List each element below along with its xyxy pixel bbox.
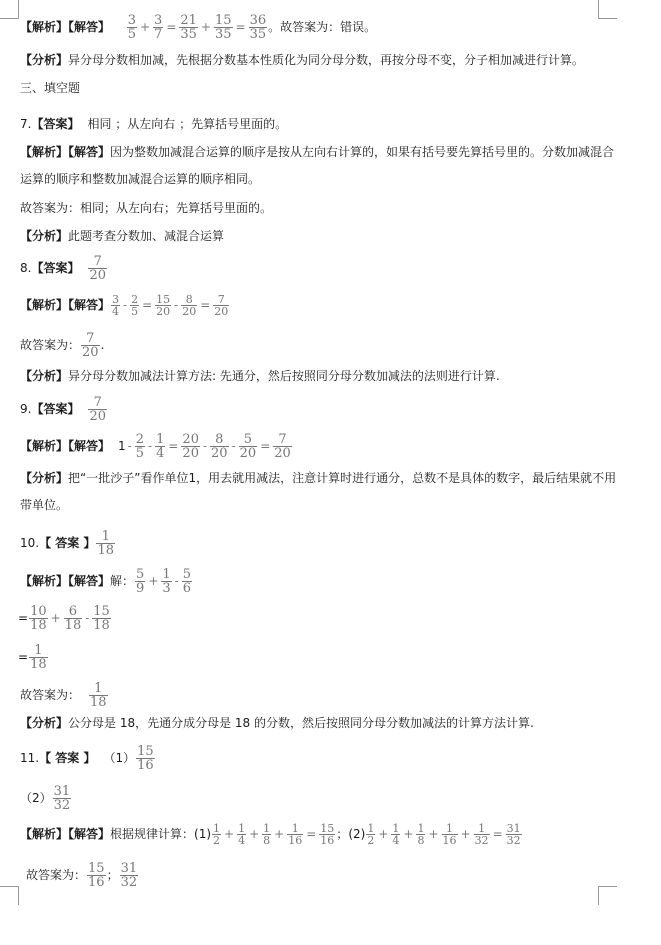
analysis-tag: 【解析】: [20, 827, 69, 841]
math-operator: -: [202, 439, 208, 453]
analysis-text: 此题考查分数加、减混合运算: [68, 229, 225, 243]
part-label: （2）: [20, 791, 52, 805]
fraction: [64, 605, 83, 632]
denominator: 8: [263, 834, 271, 847]
fraction: [155, 433, 165, 460]
q9-analysis: [20, 465, 625, 519]
denominator: 5: [131, 305, 139, 318]
fraction: [29, 644, 48, 671]
q10-step1: [18, 605, 112, 632]
fraction: [181, 294, 197, 317]
q8-solution-line: [20, 294, 230, 317]
math-operator: +: [274, 827, 285, 841]
fraction: [214, 14, 233, 41]
numerator: 1: [34, 643, 43, 658]
numerator: 15: [214, 13, 232, 28]
denominator: 32: [53, 798, 71, 813]
fraction: [88, 255, 107, 282]
math-operator: =: [492, 827, 503, 841]
fraction: [319, 823, 335, 846]
numerator: 1: [446, 822, 453, 835]
fraction: [96, 530, 115, 557]
numerator: 1: [213, 822, 221, 835]
conclusion-suffix: .: [100, 338, 105, 352]
numerator: 8: [185, 293, 193, 306]
fraction: [92, 605, 111, 632]
denominator: 20: [182, 446, 199, 461]
math-operator: =: [166, 20, 177, 34]
numerator: 6: [68, 604, 78, 619]
question-number: 11.: [20, 751, 40, 765]
denominator: 18: [90, 695, 107, 710]
numerator: 31: [53, 784, 71, 799]
math-operator: +: [378, 827, 389, 841]
numerator: 15: [137, 744, 154, 759]
denominator: 20: [214, 305, 229, 318]
math-operator: -: [127, 439, 132, 453]
item6-solution-line: [20, 14, 376, 41]
denominator: 35: [180, 27, 197, 42]
math-operator: =: [142, 298, 153, 312]
math-operator: -: [85, 611, 90, 625]
q10-step2: [18, 644, 49, 671]
separator: ；: [106, 868, 119, 882]
question-number: 7.: [20, 117, 32, 131]
analysis-text: 公分母是 18，先通分成分母是 18 的分数，然后按照同分母分数加减法的计算方法计算.: [68, 716, 534, 730]
math-fraction: [178, 13, 199, 42]
page-corner-mark: [0, 886, 19, 905]
math-operator: +: [460, 827, 471, 841]
numerator: 15: [156, 293, 171, 306]
fraction: [81, 332, 100, 359]
numerator: 1: [156, 432, 165, 447]
fenxi-tag: 【分析】: [20, 716, 69, 730]
math-fraction: [95, 529, 116, 558]
fraction: [287, 823, 303, 846]
math-operator: =: [18, 650, 29, 664]
denominator: 32: [120, 875, 138, 890]
numerator: 10: [30, 604, 47, 619]
fenxi-tag: 【分析】: [20, 53, 69, 67]
denominator: 32: [506, 834, 521, 847]
denominator: 18: [64, 618, 82, 633]
q8-analysis-line: [20, 368, 500, 384]
denominator: 5: [127, 27, 136, 42]
answer-tag: 【 答案 】: [39, 536, 96, 550]
numerator: 7: [93, 395, 102, 410]
conclusion-label: 故答案为：: [20, 338, 81, 352]
answer-tag: 【 答案 】: [39, 751, 96, 765]
fraction: [29, 605, 48, 632]
numerator: 36: [249, 13, 267, 28]
analysis-tag: 【解析】: [20, 574, 69, 588]
denominator: 4: [112, 305, 120, 318]
denominator: 32: [474, 834, 489, 847]
denominator: 2: [367, 834, 375, 847]
numerator: 3: [154, 13, 163, 28]
math-expression: [134, 567, 193, 596]
conclusion-label: 故答案为：: [20, 688, 81, 702]
numerator: 1: [291, 822, 299, 835]
fraction: [239, 433, 258, 460]
denominator: 6: [182, 581, 192, 596]
denominator: 3: [162, 581, 171, 596]
numerator: 7: [278, 432, 287, 447]
q9-solution-line: [20, 433, 293, 460]
math-expression: [28, 643, 49, 672]
fenxi-tag: 【分析】: [20, 369, 69, 383]
denominator: 18: [30, 657, 47, 672]
numerator: 1: [94, 681, 103, 696]
numerator: 5: [243, 432, 253, 447]
denominator: 20: [211, 446, 228, 461]
numerator: 7: [93, 254, 102, 269]
answer-tag: 【答案】: [31, 117, 80, 131]
math-number: 1: [118, 439, 126, 453]
q10-answer-line: [20, 530, 116, 557]
question-number: 9.: [20, 402, 32, 416]
q10-analysis-line: [20, 715, 534, 731]
denominator: 2: [213, 834, 221, 847]
item6-analysis-line: [20, 52, 584, 68]
separator: ；: [336, 827, 349, 841]
numerator: 1: [238, 822, 246, 835]
fraction: [130, 294, 139, 317]
denominator: 5: [135, 446, 145, 461]
page-corner-mark: [0, 0, 19, 19]
numerator: 15: [88, 861, 105, 876]
conclusion-text: 。故答案为：错误。: [268, 20, 377, 34]
math-operator: -: [123, 298, 128, 312]
denominator: 4: [238, 834, 246, 847]
q8-answer-line: [20, 255, 108, 282]
math-fraction: [80, 331, 101, 360]
fraction: [442, 823, 458, 846]
denominator: 18: [97, 543, 114, 558]
numerator: 3: [127, 13, 136, 28]
fraction: [262, 823, 271, 846]
denominator: 16: [442, 834, 457, 847]
numerator: 1: [263, 822, 271, 835]
q8-conclusion: [20, 332, 104, 359]
denominator: 35: [249, 27, 267, 42]
math-operator: +: [139, 20, 151, 34]
fraction: [87, 862, 106, 889]
part-label: (1): [194, 827, 212, 841]
numerator: 15: [320, 822, 335, 835]
q7-analysis-line: [20, 228, 224, 244]
denominator: 20: [89, 268, 107, 283]
lead-text: 根据规律计算：: [110, 827, 195, 841]
numerator: 31: [506, 822, 521, 835]
q7-answer-line: [20, 116, 287, 132]
solution-tag: 【解答】: [68, 439, 111, 453]
math-operator: =: [168, 439, 179, 453]
denominator: 4: [392, 834, 400, 847]
math-fraction: [52, 784, 73, 813]
fraction: [111, 294, 120, 317]
math-operator: +: [249, 827, 260, 841]
numerator: 21: [180, 13, 197, 28]
math-operator: +: [224, 827, 235, 841]
numerator: 7: [86, 331, 95, 346]
part-label: (2): [348, 827, 366, 841]
q7-explain: [20, 139, 625, 193]
fraction: [391, 823, 400, 846]
math-fraction: [88, 681, 109, 710]
denominator: 20: [82, 345, 99, 360]
q7-conclusion: 故答案为：相同；从左向右；先算括号里面的。: [20, 201, 273, 215]
section-title: 三、填空题: [20, 81, 81, 95]
math-operator: +: [403, 827, 414, 841]
numerator: 15: [93, 604, 110, 619]
denominator: 20: [239, 446, 257, 461]
question-number: 8.: [20, 261, 32, 275]
solution-tag: 【解答】: [68, 145, 111, 159]
analysis-tag: 【解析】: [20, 298, 69, 312]
solution-tag: 【解答】: [68, 298, 111, 312]
math-operator: -: [231, 439, 236, 453]
denominator: 35: [214, 27, 232, 42]
fraction: [89, 682, 108, 709]
fraction: [88, 396, 107, 423]
fraction: [210, 433, 229, 460]
numerator: 1: [101, 529, 110, 544]
denominator: 16: [320, 834, 335, 847]
question-number: 10.: [20, 536, 40, 550]
denominator: 4: [156, 446, 165, 461]
fraction: [181, 433, 200, 460]
fraction: [213, 294, 229, 317]
math-fraction: [248, 13, 269, 42]
analysis-tag: 【解析】: [20, 145, 69, 159]
conclusion-label: 故答案为：: [26, 868, 87, 882]
fraction: [249, 14, 268, 41]
analysis-tag: 【解析】: [20, 439, 69, 453]
denominator: 20: [89, 409, 107, 424]
fraction: [161, 568, 171, 595]
q11-answer-line: [20, 745, 156, 772]
q10-solution-line: [20, 568, 193, 595]
analysis-text: 异分母分数相加减，先根据分数基本性质化为同分母分数，再按分母不变，分子相加减进行计算。: [68, 53, 585, 67]
numerator: 1: [367, 822, 375, 835]
q11-part2-line: [20, 785, 72, 812]
math-fraction: [152, 13, 164, 42]
denominator: 20: [274, 446, 291, 461]
solve-label: 解：: [110, 574, 135, 588]
math-operator: -: [148, 439, 153, 453]
fraction: [237, 823, 246, 846]
math-operator: -: [174, 298, 179, 312]
math-operator: +: [148, 574, 159, 588]
math-fraction: [213, 13, 234, 42]
numerator: 1: [392, 822, 400, 835]
q11-solution-line: [20, 823, 523, 846]
numerator: 5: [136, 567, 145, 582]
denominator: 16: [137, 758, 154, 773]
fraction: [135, 433, 145, 460]
denominator: 18: [30, 618, 47, 633]
fraction: [273, 433, 292, 460]
numerator: 5: [182, 567, 192, 582]
analysis-text: 异分母分数加减法计算方法: 先通分，然后按照同分母分数加减法的法则进行计算.: [68, 369, 500, 383]
denominator: 9: [136, 581, 145, 596]
solution-tag: 【解答】: [68, 20, 111, 34]
math-expression: [110, 293, 230, 318]
math-operator: -: [174, 574, 179, 588]
math-operator: +: [428, 827, 439, 841]
fraction: [506, 823, 522, 846]
fraction: [182, 568, 192, 595]
q10-conclusion: [20, 682, 109, 709]
math-expression: [28, 604, 112, 633]
answer-tag: 【答案】: [31, 402, 80, 416]
answer-text: 相同 ；从左向右 ；先算括号里面的。: [87, 117, 288, 131]
math-operator: =: [260, 439, 271, 453]
fraction: [135, 568, 145, 595]
fraction: [366, 823, 375, 846]
numerator: 8: [215, 432, 224, 447]
numerator: 2: [135, 432, 145, 447]
fraction: [53, 785, 72, 812]
denominator: 16: [288, 834, 303, 847]
analysis-tag: 【解析】: [20, 20, 69, 34]
solution-tag: 【解答】: [68, 574, 111, 588]
page-corner-mark: [598, 886, 617, 905]
fenxi-tag: 【分析】: [20, 471, 69, 485]
numerator: 20: [182, 432, 199, 447]
denominator: 7: [154, 27, 163, 42]
part-label: （1）: [103, 751, 136, 765]
math-operator: =: [235, 20, 246, 34]
math-fraction: [126, 13, 138, 42]
fraction: [153, 14, 163, 41]
math-expression: [365, 822, 522, 847]
fraction: [127, 14, 137, 41]
math-operator: +: [200, 20, 211, 34]
numerator: 2: [131, 293, 139, 306]
fenxi-tag: 【分析】: [20, 229, 69, 243]
numerator: 1: [478, 822, 486, 835]
explain-text: 因为整数加减混合运算的顺序是按从左向右计算的，如果有括号要先算括号里的。分数加减混合运算的顺序和整数加减混合运算的顺序相同。: [20, 145, 615, 186]
denominator: 20: [182, 305, 197, 318]
math-fraction: [135, 744, 156, 773]
numerator: 1: [162, 567, 171, 582]
math-operator: =: [200, 298, 211, 312]
math-operator: =: [306, 827, 317, 841]
fraction: [179, 14, 198, 41]
denominator: 20: [156, 305, 171, 318]
fraction: [120, 862, 139, 889]
numerator: 3: [112, 293, 120, 306]
solution-tag: 【解答】: [68, 827, 111, 841]
fraction: [416, 823, 425, 846]
numerator: 1: [417, 822, 425, 835]
denominator: 8: [417, 834, 425, 847]
denominator: 16: [88, 875, 105, 890]
math-fraction: [119, 861, 140, 890]
math-expression: [126, 432, 293, 461]
answer-tag: 【答案】: [31, 261, 80, 275]
denominator: 18: [93, 618, 110, 633]
math-operator: =: [18, 611, 29, 625]
math-fraction: [87, 254, 108, 283]
fraction: [212, 823, 221, 846]
fraction: [136, 745, 155, 772]
fraction: [155, 294, 171, 317]
analysis-text: 把“一批沙子”看作单位1，用去就用减法，注意计算时进行通分，总数不是具体的数字，最后结果就不用带单位。: [20, 471, 617, 512]
numerator: 7: [217, 293, 225, 306]
math-fraction: [86, 861, 107, 890]
fraction: [474, 823, 490, 846]
q9-answer-line: [20, 396, 108, 423]
math-operator: +: [50, 611, 61, 625]
q11-conclusion: [26, 862, 139, 889]
numerator: 31: [120, 861, 138, 876]
math-fraction: [87, 395, 108, 424]
math-expression: [211, 822, 336, 847]
page-corner-mark: [598, 0, 617, 19]
